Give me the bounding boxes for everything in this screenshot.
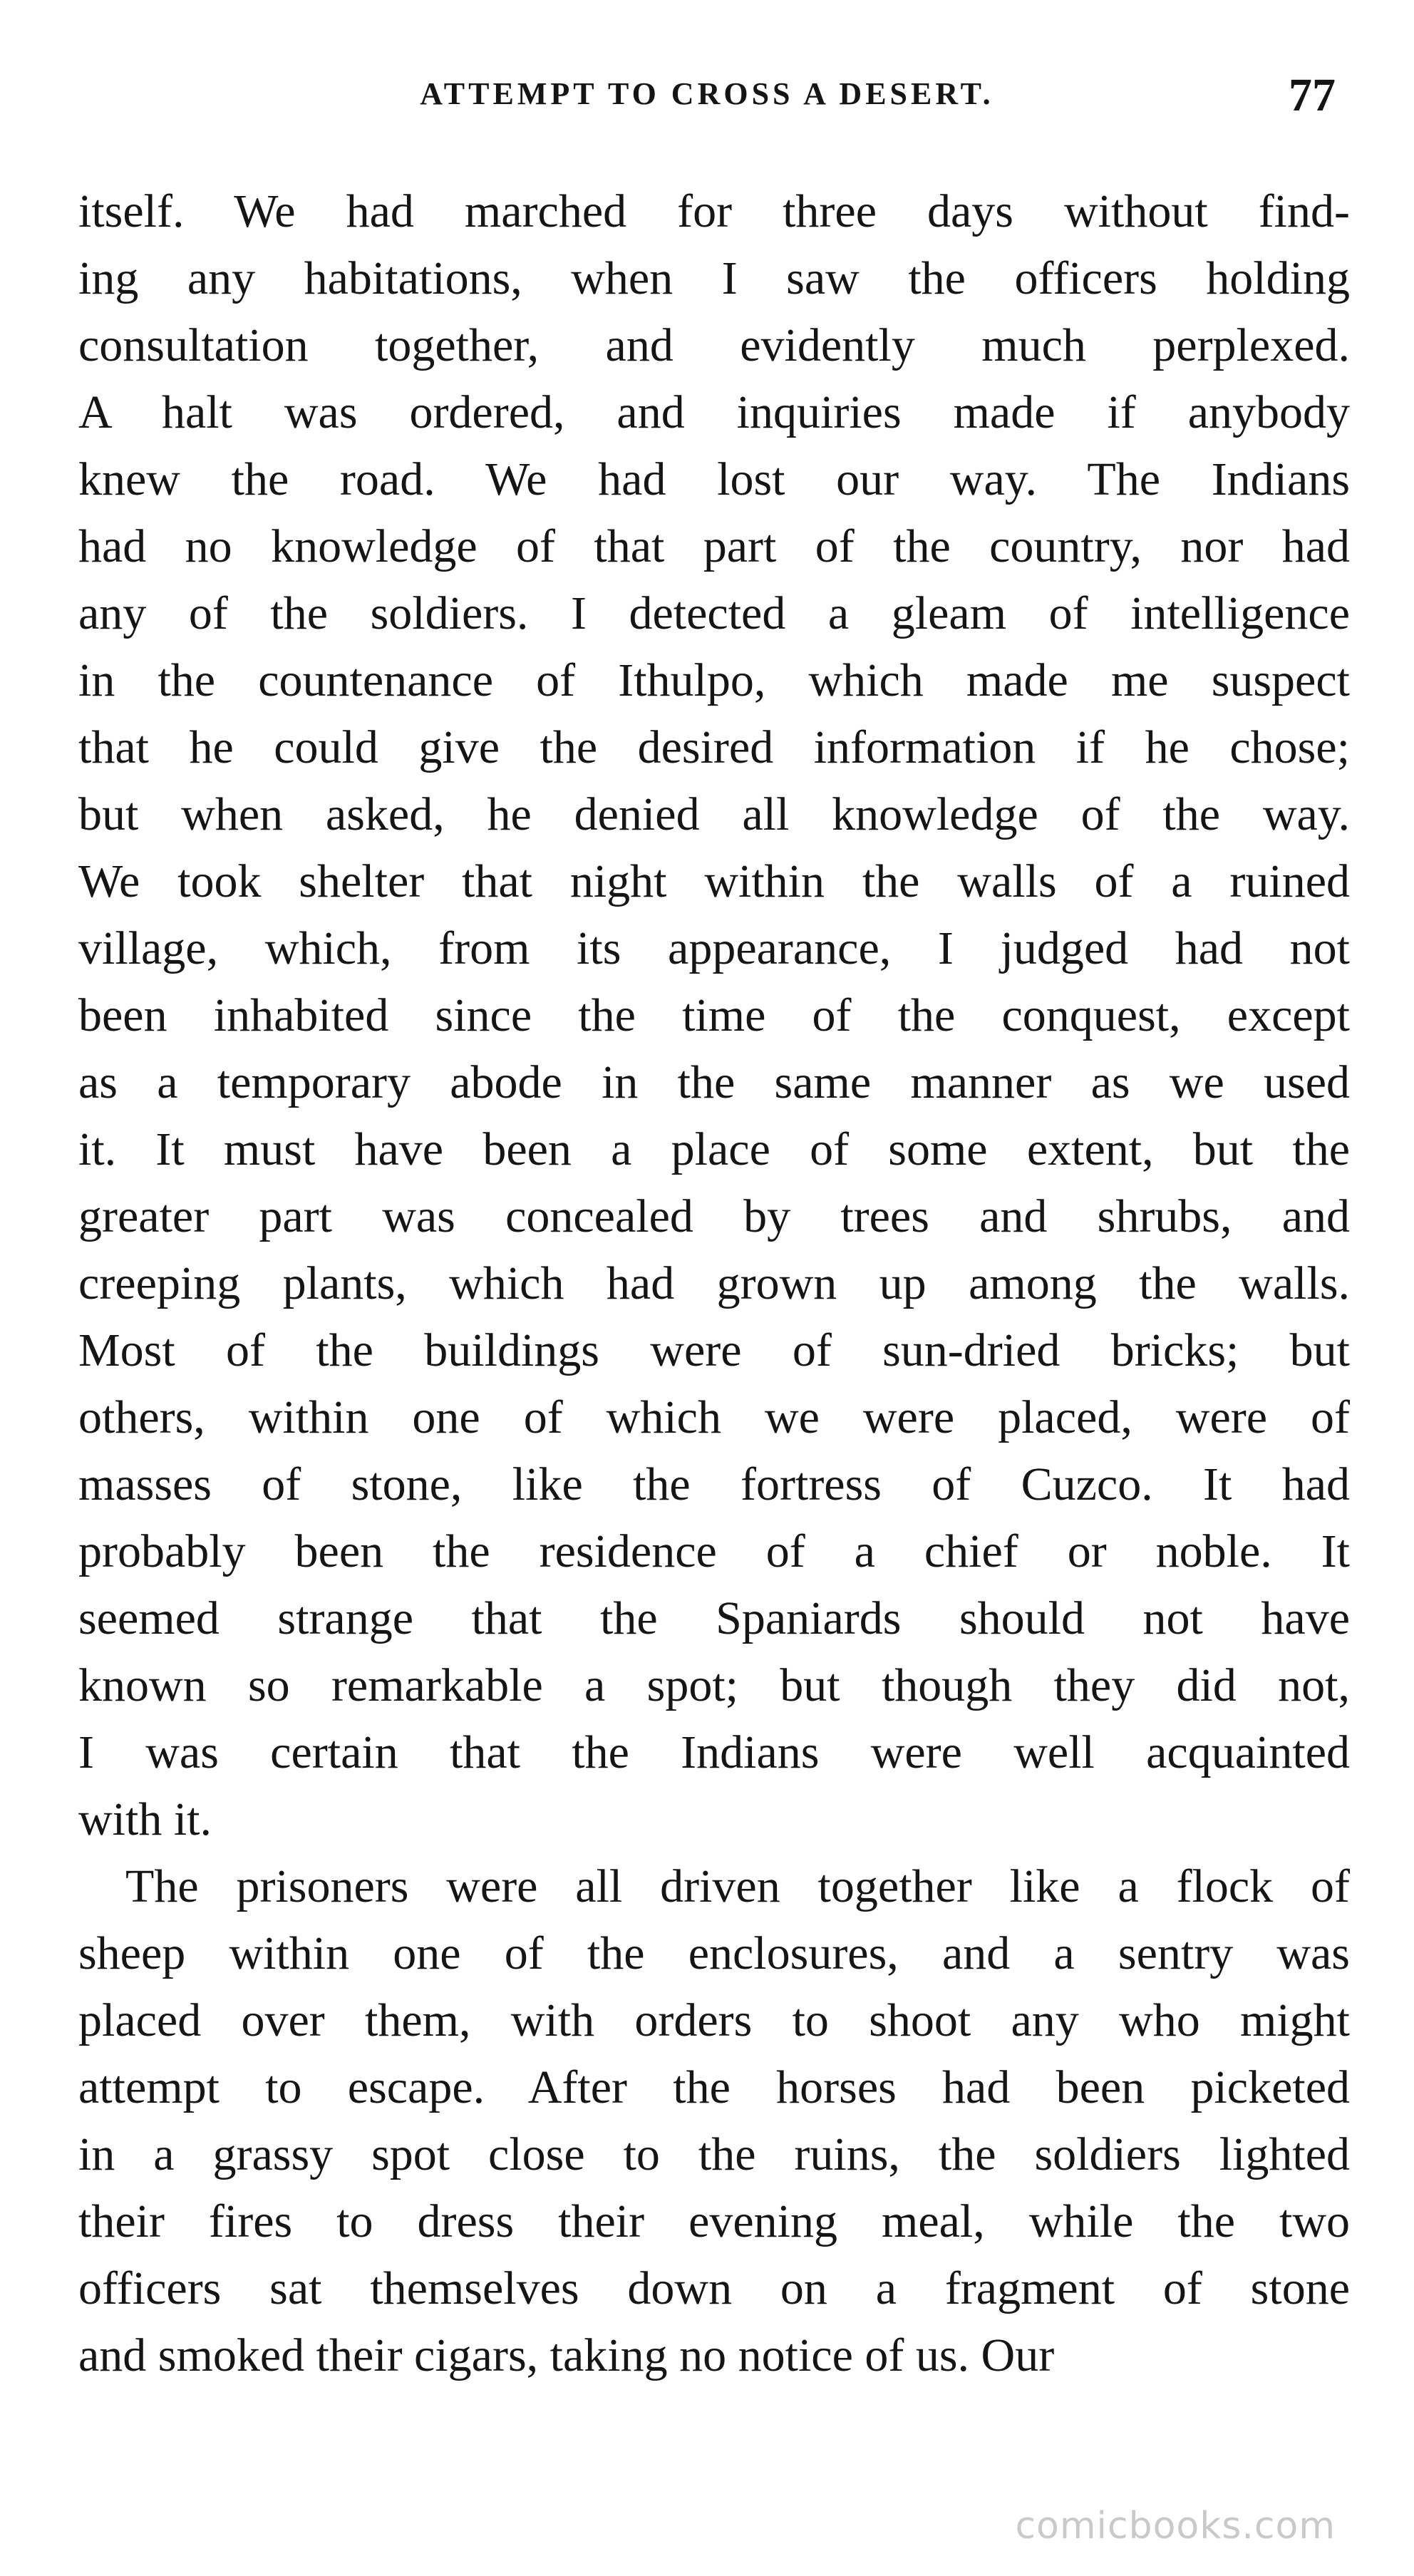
text-line: I was certain that the Indians were well acquainted <box>78 1726 1350 1778</box>
text-line: village, which, from its appearance, I judged had not <box>78 922 1350 974</box>
text-line: their fires to dress their evening meal, while the two <box>78 2195 1350 2247</box>
text-line: in the countenance of Ithulpo, which made me suspect <box>78 654 1350 706</box>
text-line: The prisoners were all driven together like a flock of <box>125 1860 1350 1912</box>
page-number: 77 <box>1289 69 1336 121</box>
running-title: ATTEMPT TO CROSS A DESERT. <box>420 76 994 111</box>
text-line: and smoked their cigars, taking no notice of us. Our <box>78 2329 1055 2381</box>
text-line: We took shelter that night within the walls of a ruined <box>78 855 1350 907</box>
text-line: been inhabited since the time of the conquest, except <box>78 989 1350 1041</box>
text-line: placed over them, with orders to shoot any who might <box>78 1994 1350 2046</box>
text-line: A halt was ordered, and inquiries made if anybody <box>78 386 1350 438</box>
text-line: officers sat themselves down on a fragment of stone <box>78 2262 1350 2314</box>
text-line: that he could give the desired information if he chose; <box>78 721 1350 773</box>
text-line: probably been the residence of a chief or noble. It <box>78 1525 1350 1577</box>
text-line: creeping plants, which had grown up among the walls. <box>78 1257 1350 1309</box>
text-line: seemed strange that the Spaniards should not have <box>78 1592 1350 1644</box>
text-line: knew the road. We had lost our way. The Indians <box>78 453 1350 505</box>
text-line: known so remarkable a spot; but though they did not, <box>78 1659 1350 1711</box>
text-line: it. It must have been a place of some extent, but the <box>78 1123 1350 1175</box>
text-line: but when asked, he denied all knowledge of the way. <box>78 788 1350 840</box>
text-line: as a temporary abode in the same manner as we used <box>78 1056 1350 1108</box>
text-line: ing any habitations, when I saw the officers holding <box>78 252 1350 304</box>
text-line: sheep within one of the enclosures, and a sentry was <box>78 1927 1350 1979</box>
body-text <box>78 178 1350 2389</box>
text-line: had no knowledge of that part of the country, nor had <box>78 520 1350 572</box>
running-head <box>78 68 1336 133</box>
text-line: with it. <box>78 1793 212 1845</box>
text-line: masses of stone, like the fortress of Cuzco. It had <box>78 1458 1350 1510</box>
text-line: any of the soldiers. I detected a gleam of intelligence <box>78 587 1350 639</box>
text-line: in a grassy spot close to the ruins, the soldiers lighted <box>78 2128 1350 2180</box>
text-line: Most of the buildings were of sun-dried bricks; but <box>78 1324 1350 1376</box>
text-line: others, within one of which we were placed, were of <box>78 1391 1350 1443</box>
paragraph <box>78 1853 1350 2389</box>
text-line: attempt to escape. After the horses had been picketed <box>78 2061 1350 2113</box>
text-line: greater part was concealed by trees and shrubs, and <box>78 1190 1350 1242</box>
text-line: itself. We had marched for three days without find- <box>78 185 1350 237</box>
text-line: consultation together, and evidently much perplexed. <box>78 319 1350 371</box>
paragraph <box>78 178 1350 1853</box>
watermark: comicbooks.com <box>1015 2505 1336 2547</box>
